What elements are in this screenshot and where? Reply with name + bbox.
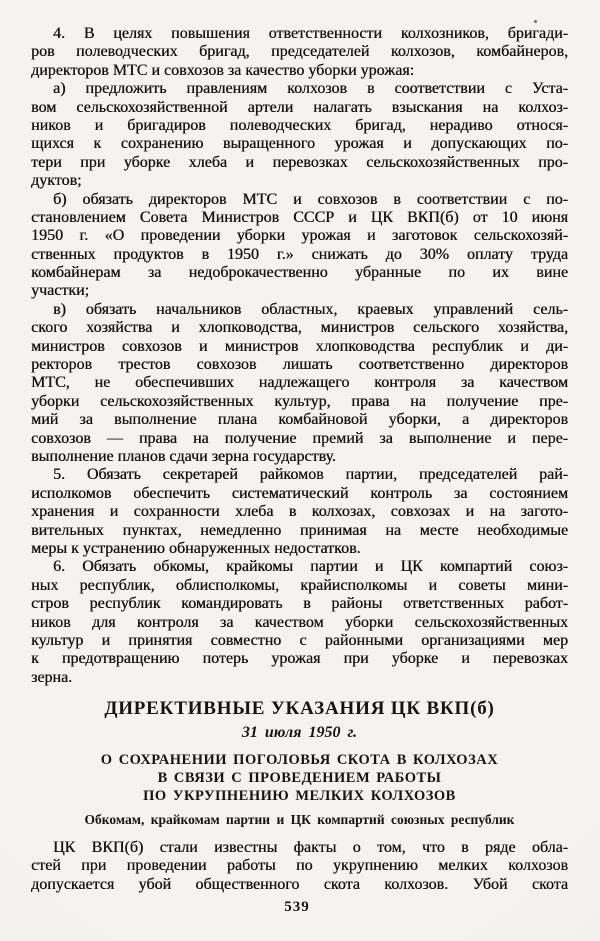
- paragraph: [31, 839, 568, 894]
- text-line: ственных продуктов в 1950 г.» снижать до 30% оплату труда: [31, 245, 568, 263]
- text-line: ректоров трестов совхозов лишать соответственно директоров: [31, 356, 568, 374]
- text-line: дуктов;: [31, 172, 82, 190]
- text-line: вом сельскохозяйственной артели налагать взыскания на колхоз-: [31, 98, 568, 116]
- directive-subtitle-line: О СОХРАНЕНИИ ПОГОЛОВЬЯ СКОТА В КОЛХОЗАХ: [100, 752, 499, 768]
- text-line: меры к устранению обнаруженных недостатков.: [31, 539, 361, 557]
- text-line: выполнение планов сдачи зерна государству.: [31, 447, 336, 465]
- directive-addressee: Обкомам, крайкомам партии и ЦК компартий союзных республик: [84, 812, 515, 827]
- text-line: уборки сельскохозяйственных культур, права на получение пре-: [31, 392, 568, 410]
- text-line: вительных пунктах, немедленно принимая на месте необходимые: [31, 521, 568, 539]
- text-line: участки;: [31, 282, 90, 300]
- paragraph: [31, 25, 568, 80]
- directive-body-text: [31, 839, 568, 894]
- text-line: а) предложить правлениям колхозов в соответствии с Уста-: [53, 80, 568, 98]
- paragraph: [31, 301, 568, 467]
- text-line: б) обязать директоров МТС и совхозов в соответствии с по-: [53, 190, 568, 208]
- directive-section: [31, 699, 568, 894]
- scan-artifact-dot: [534, 20, 537, 23]
- text-line: мий за выполнение плана комбайновой уборки, а директоров: [31, 411, 568, 429]
- directive-title: ДИРЕКТИВНЫЕ УКАЗАНИЯ ЦК ВКП(б): [104, 698, 495, 719]
- text-line: тери при уборке хлеба и перевозках сельскохозяйственных про-: [31, 153, 568, 171]
- text-line: допускается убой общественного скота колхозов. Убой скота: [31, 875, 568, 893]
- directive-subtitle-line: В СВЯЗИ С ПРОВЕДЕНИЕМ РАБОТЫ: [157, 770, 442, 786]
- text-line: комбайнерам за недоброкачественно убранные по их вине: [31, 264, 568, 282]
- directive-subtitle: [31, 751, 568, 805]
- text-line: ского хозяйства и хлопководства, министров сельского хозяйства,: [31, 319, 568, 337]
- paragraph: [31, 191, 568, 301]
- text-line: становлением Совета Министров СССР и ЦК ВКП(б) от 10 июня: [31, 208, 568, 226]
- text-line: 5. Обязать секретарей райкомов партии, председателей рай-: [53, 466, 568, 484]
- paragraph: [31, 558, 568, 687]
- text-line: 1950 г. «О проведении уборки урожая и заготовок сельскохозяй-: [31, 227, 568, 245]
- text-line: 4. В целях повышения ответственности колхозников, бригади-: [53, 25, 568, 42]
- text-line: ров полеводческих бригад, председателей колхозов, комбайнеров,: [31, 43, 568, 61]
- text-line: ЦК ВКП(б) стали известны факты о том, что в ряде обла-: [53, 839, 568, 856]
- text-line: ных республик, облисполкомы, крайисполкомы и советы мини-: [31, 576, 568, 594]
- text-line: министров совхозов и министров хлопководства республик и ди-: [31, 337, 568, 355]
- text-line: МТС, не обеспечивших надлежащего контроля за качеством: [31, 374, 568, 392]
- resolution-text-block: [31, 25, 568, 687]
- text-line: культур и принятия совместно с районными организациями мер: [31, 631, 568, 649]
- text-line: ников для контроля за качеством уборки сельскохозяйственных: [31, 613, 568, 631]
- text-line: ников и бригадиров полеводческих бригад, нерадиво относя-: [31, 116, 568, 134]
- text-line: стей при проведении работы по укрупнению мелких колхозов: [31, 857, 568, 875]
- text-line: стров республик командировать в районы ответственных работ-: [31, 595, 568, 613]
- page-number: 539: [284, 899, 310, 915]
- text-line: зерна.: [31, 668, 73, 686]
- text-line: 6. Обязать обкомы, крайкомы партии и ЦК компартий союз-: [53, 558, 568, 576]
- text-line: хранения и сохранности хлеба в колхозах, совхозах и на загото-: [31, 503, 568, 521]
- directive-subtitle-line: ПО УКРУПНЕНИЮ МЕЛКИХ КОЛХОЗОВ: [143, 788, 456, 804]
- text-line: щихся к сохранению выращенного урожая и допускающих по-: [31, 135, 568, 153]
- paragraph: [31, 80, 568, 190]
- text-line: директоров МТС и совхозов за качество уборки урожая:: [31, 61, 415, 79]
- paragraph: [31, 466, 568, 558]
- text-line: к предотвращению потерь урожая при уборке и перевозках: [31, 650, 568, 668]
- text-line: в) обязать начальников областных, краевых управлений сель-: [53, 300, 568, 318]
- text-line: совхозов — права на получение премий за выполнение и пере-: [31, 429, 568, 447]
- directive-date: 31 июля 1950 г.: [241, 724, 358, 741]
- text-line: исполкомов обеспечить систематический контроль за состоянием: [31, 484, 568, 502]
